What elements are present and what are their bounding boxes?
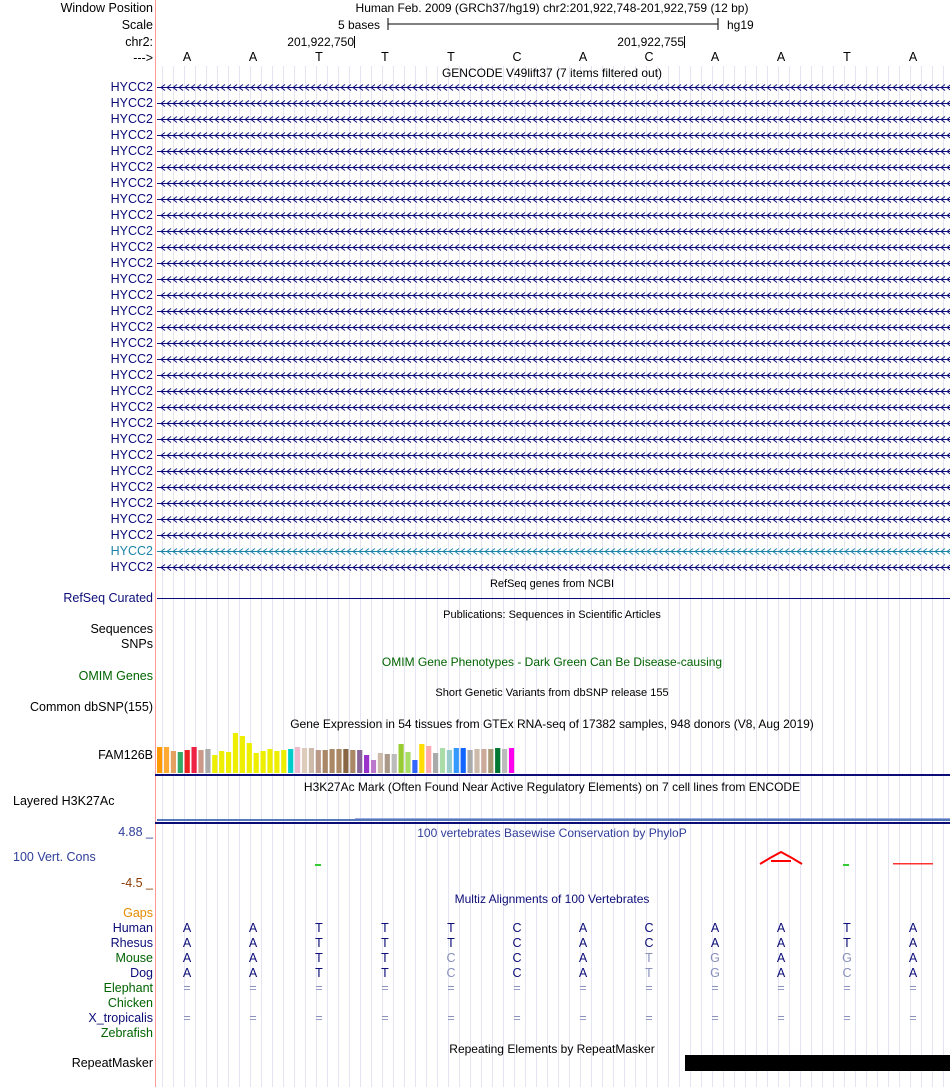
gtex-tissue-bar[interactable] xyxy=(254,753,259,773)
h3k27ac-signal[interactable] xyxy=(157,818,950,821)
aligned-base: C xyxy=(644,921,654,935)
aligned-base: = xyxy=(183,1011,191,1025)
aligned-base: G xyxy=(842,951,852,965)
gencode-transcript-line[interactable] xyxy=(157,325,950,331)
gtex-tissue-bar[interactable] xyxy=(357,750,362,773)
aligned-base: = xyxy=(315,981,323,995)
gtex-tissue-bar[interactable] xyxy=(474,749,479,773)
cons-min-label: -4.5 _ xyxy=(121,876,153,890)
gtex-tissue-bar[interactable] xyxy=(192,747,197,773)
gencode-gene-label[interactable]: HYCC2 xyxy=(110,416,153,430)
gencode-gene-label[interactable]: HYCC2 xyxy=(110,320,153,334)
gencode-transcript-line[interactable] xyxy=(157,197,950,203)
aligned-base: A xyxy=(908,921,918,935)
gtex-tissue-bar[interactable] xyxy=(343,749,348,773)
gencode-transcript-line[interactable] xyxy=(157,373,950,379)
gtex-tissue-bar[interactable] xyxy=(405,752,410,773)
gtex-tissue-bar[interactable] xyxy=(495,748,500,773)
aligned-base: = xyxy=(777,1011,785,1025)
aligned-base: A xyxy=(248,966,258,980)
base-letter: A xyxy=(710,50,720,64)
aligned-base: = xyxy=(183,981,191,995)
aligned-base: = xyxy=(579,981,587,995)
gencode-gene-label[interactable]: HYCC2 xyxy=(110,288,153,302)
gencode-gene-label[interactable]: HYCC2 xyxy=(110,480,153,494)
aligned-base: C xyxy=(842,966,852,980)
gencode-gene-label[interactable]: HYCC2 xyxy=(110,400,153,414)
aligned-base: A xyxy=(182,951,192,965)
aligned-base: G xyxy=(710,951,720,965)
species-label[interactable]: Human xyxy=(112,921,153,935)
gtex-tissue-bar[interactable] xyxy=(171,751,176,773)
gtex-tissue-bar[interactable] xyxy=(261,751,266,773)
aligned-base: T xyxy=(381,936,389,950)
aligned-base: A xyxy=(776,936,786,950)
omim-label[interactable]: OMIM Genes xyxy=(78,669,153,683)
gencode-transcript-line[interactable] xyxy=(157,389,950,395)
gtex-tissue-bar[interactable] xyxy=(502,749,507,773)
gencode-transcript-line[interactable] xyxy=(157,229,950,235)
aligned-base: T xyxy=(315,921,323,935)
gencode-transcript-line[interactable] xyxy=(157,533,950,539)
gtex-tissue-bar[interactable] xyxy=(336,749,341,773)
window-position-text: Human Feb. 2009 (GRCh37/hg19) chr2:201,922,748-201,922,759 (12 bp) xyxy=(355,1,749,15)
aligned-base: A xyxy=(248,936,258,950)
gtex-tissue-bar[interactable] xyxy=(309,748,314,773)
gencode-transcript-line[interactable] xyxy=(157,437,950,443)
gencode-transcript-line[interactable] xyxy=(157,213,950,219)
gtex-tissue-bar[interactable] xyxy=(440,748,445,773)
aligned-base: T xyxy=(843,921,851,935)
gtex-tissue-bar[interactable] xyxy=(323,750,328,773)
gtex-bar-chart[interactable] xyxy=(157,733,514,773)
assembly-text: hg19 xyxy=(727,18,754,32)
aligned-base: T xyxy=(645,951,653,965)
gtex-tissue-bar[interactable] xyxy=(212,755,217,773)
gtex-tissue-bar[interactable] xyxy=(164,747,169,773)
aligned-base: C xyxy=(512,936,522,950)
gtex-tissue-bar[interactable] xyxy=(412,760,417,773)
aligned-base: A xyxy=(578,936,588,950)
window-position-label: Window Position xyxy=(60,1,153,15)
gencode-gene-label[interactable]: HYCC2 xyxy=(110,112,153,126)
aligned-base: A xyxy=(776,966,786,980)
aligned-base: = xyxy=(579,1011,587,1025)
gtex-tissue-bar[interactable] xyxy=(198,750,203,773)
aligned-base: = xyxy=(843,1011,851,1025)
aligned-base: T xyxy=(447,936,455,950)
aligned-base: T xyxy=(381,921,389,935)
gencode-transcript-line[interactable] xyxy=(157,117,950,123)
gtex-tissue-bar[interactable] xyxy=(392,754,397,773)
gencode-gene-label[interactable]: HYCC2 xyxy=(110,560,153,574)
gaps-label[interactable]: Gaps xyxy=(123,906,153,920)
aligned-base: = xyxy=(447,981,455,995)
aligned-base: C xyxy=(644,936,654,950)
gtex-tissue-bar[interactable] xyxy=(330,749,335,773)
aligned-base: C xyxy=(512,921,522,935)
base-letter: A xyxy=(182,50,192,64)
aligned-base: = xyxy=(249,981,257,995)
gencode-transcript-line[interactable] xyxy=(157,341,950,347)
gtex-title[interactable]: Gene Expression in 54 tissues from GTEx RNA-seq of 17382 samples, 948 donors (V8, Aug 2019) xyxy=(290,717,814,731)
gencode-transcript-line[interactable] xyxy=(157,293,950,299)
aligned-base: A xyxy=(908,966,918,980)
cons-title[interactable]: 100 vertebrates Basewise Conservation by PhyloP xyxy=(417,826,687,840)
gtex-tissue-bar[interactable] xyxy=(288,749,293,773)
aligned-base: = xyxy=(711,1011,719,1025)
gencode-gene-label[interactable]: HYCC2 xyxy=(110,544,153,558)
gencode-transcript-line[interactable] xyxy=(157,453,950,459)
repeatmasker-title[interactable]: Repeating Elements by RepeatMasker xyxy=(449,1042,655,1056)
species-label[interactable]: Chicken xyxy=(107,996,153,1010)
base-letter: A xyxy=(776,50,786,64)
gtex-tissue-bar[interactable] xyxy=(233,733,238,773)
gencode-transcript-line[interactable] xyxy=(157,85,950,91)
aligned-base: A xyxy=(776,951,786,965)
base-letter: C xyxy=(512,50,522,64)
base-letter: T xyxy=(381,50,389,64)
gtex-tissue-bar[interactable] xyxy=(157,747,162,773)
gencode-transcript-line[interactable] xyxy=(157,149,950,155)
aligned-base: A xyxy=(578,951,588,965)
base-letter: A xyxy=(248,50,258,64)
gencode-gene-label[interactable]: HYCC2 xyxy=(110,384,153,398)
strand-label: ---> xyxy=(133,51,153,65)
gencode-gene-label[interactable]: HYCC2 xyxy=(110,256,153,270)
base-letter: T xyxy=(843,50,851,64)
position-2: 201,922,755 xyxy=(617,35,684,49)
gencode-transcript-line[interactable] xyxy=(157,485,950,491)
gtex-tissue-bar[interactable] xyxy=(350,750,355,773)
gencode-transcript-line[interactable] xyxy=(157,517,950,523)
aligned-base: = xyxy=(315,1011,323,1025)
gencode-gene-label[interactable]: HYCC2 xyxy=(110,432,153,446)
gtex-tissue-bar[interactable] xyxy=(481,749,486,773)
gencode-transcript-line[interactable] xyxy=(157,357,950,363)
refseq-title[interactable]: RefSeq genes from NCBI xyxy=(489,578,615,590)
species-label[interactable]: Dog xyxy=(130,966,153,980)
aligned-base: A xyxy=(248,921,258,935)
aligned-base: A xyxy=(182,966,192,980)
gtex-tissue-bar[interactable] xyxy=(378,753,383,773)
gencode-transcript-line[interactable] xyxy=(157,565,950,571)
aligned-base: A xyxy=(710,921,720,935)
cons-max-label: 4.88 _ xyxy=(118,825,153,839)
gencode-gene-label[interactable]: HYCC2 xyxy=(110,240,153,254)
aligned-base: A xyxy=(248,951,258,965)
aligned-base: = xyxy=(909,1011,917,1025)
species-label[interactable]: Elephant xyxy=(103,981,153,995)
gtex-tissue-bar[interactable] xyxy=(219,751,224,773)
refseq-label[interactable]: RefSeq Curated xyxy=(63,591,153,605)
gencode-gene-label[interactable]: HYCC2 xyxy=(110,448,153,462)
gtex-tissue-bar[interactable] xyxy=(447,750,452,773)
base-letter: A xyxy=(578,50,588,64)
gencode-transcript-line[interactable] xyxy=(157,181,950,187)
scale-text: 5 bases xyxy=(338,18,381,32)
aligned-base: = xyxy=(381,981,389,995)
aligned-base: A xyxy=(776,921,786,935)
gtex-label[interactable]: FAM126B xyxy=(98,748,153,762)
scale-label: Scale xyxy=(121,18,153,32)
gencode-gene-label[interactable]: HYCC2 xyxy=(110,144,153,158)
aligned-base: A xyxy=(908,951,918,965)
repeatmasker-label[interactable]: RepeatMasker xyxy=(71,1056,153,1070)
gtex-tissue-bar[interactable] xyxy=(385,754,390,773)
gtex-tissue-bar[interactable] xyxy=(267,749,272,773)
gencode-gene-label[interactable]: HYCC2 xyxy=(110,352,153,366)
gencode-gene-label[interactable]: HYCC2 xyxy=(110,368,153,382)
species-label[interactable]: X_tropicalis xyxy=(88,1011,153,1025)
base-letter: T xyxy=(315,50,323,64)
aligned-base: T xyxy=(315,966,323,980)
gtex-tissue-bar[interactable] xyxy=(419,744,424,773)
aligned-base: = xyxy=(447,1011,455,1025)
dbsnp-label[interactable]: Common dbSNP(155) xyxy=(30,700,153,714)
aligned-base: = xyxy=(381,1011,389,1025)
gencode-transcript-line[interactable] xyxy=(157,405,950,411)
publications-title[interactable]: Publications: Sequences in Scientific Articles xyxy=(443,609,661,621)
aligned-base: = xyxy=(645,1011,653,1025)
aligned-base: = xyxy=(513,1011,521,1025)
gencode-transcripts[interactable] xyxy=(157,85,950,571)
aligned-base: T xyxy=(315,951,323,965)
aligned-base: T xyxy=(645,966,653,980)
aligned-base: T xyxy=(447,921,455,935)
gencode-gene-label[interactable]: HYCC2 xyxy=(110,160,153,174)
gencode-gene-label[interactable]: HYCC2 xyxy=(110,192,153,206)
gtex-tissue-bar[interactable] xyxy=(364,755,369,773)
aligned-base: C xyxy=(512,951,522,965)
gtex-tissue-bar[interactable] xyxy=(461,748,466,773)
gtex-tissue-bar[interactable] xyxy=(488,749,493,773)
gtex-tissue-bar[interactable] xyxy=(426,746,431,773)
gencode-gene-label[interactable]: HYCC2 xyxy=(110,512,153,526)
dbsnp-title[interactable]: Short Genetic Variants from dbSNP release 155 xyxy=(435,687,669,699)
gencode-gene-label[interactable]: HYCC2 xyxy=(110,464,153,478)
gencode-transcript-line[interactable] xyxy=(157,549,950,555)
gencode-transcript-line[interactable] xyxy=(157,421,950,427)
aligned-base: A xyxy=(710,936,720,950)
gencode-gene-label[interactable]: HYCC2 xyxy=(110,336,153,350)
aligned-base: C xyxy=(446,966,456,980)
gencode-gene-label[interactable]: HYCC2 xyxy=(110,224,153,238)
gtex-tissue-bar[interactable] xyxy=(178,752,183,773)
gencode-transcript-line[interactable] xyxy=(157,245,950,251)
gencode-transcript-line[interactable] xyxy=(157,309,950,315)
gencode-transcript-line[interactable] xyxy=(157,261,950,267)
gencode-gene-label[interactable]: HYCC2 xyxy=(110,496,153,510)
aligned-base: = xyxy=(843,981,851,995)
aligned-base: C xyxy=(446,951,456,965)
gtex-tissue-bar[interactable] xyxy=(281,750,286,773)
aligned-base: A xyxy=(182,921,192,935)
gtex-tissue-bar[interactable] xyxy=(316,750,321,773)
gtex-tissue-bar[interactable] xyxy=(226,752,231,773)
gencode-transcript-line[interactable] xyxy=(157,101,950,107)
position-1: 201,922,750 xyxy=(287,35,354,49)
aligned-base: = xyxy=(513,981,521,995)
aligned-base: = xyxy=(645,981,653,995)
gencode-gene-label[interactable]: HYCC2 xyxy=(110,80,153,94)
gencode-gene-label[interactable]: HYCC2 xyxy=(110,208,153,222)
base-letter: A xyxy=(908,50,918,64)
repeatmasker-element[interactable] xyxy=(685,1055,950,1071)
snps-label[interactable]: SNPs xyxy=(121,637,153,651)
sequences-label[interactable]: Sequences xyxy=(90,622,153,636)
gencode-transcript-line[interactable] xyxy=(157,133,950,139)
species-label[interactable]: Rhesus xyxy=(110,936,153,950)
chrom-label: chr2: xyxy=(125,35,153,49)
gtex-tissue-bar[interactable] xyxy=(468,750,473,773)
gencode-gene-label[interactable]: HYCC2 xyxy=(110,96,153,110)
gencode-transcript-line[interactable] xyxy=(157,469,950,475)
aligned-base: A xyxy=(908,936,918,950)
gtex-tissue-bar[interactable] xyxy=(185,750,190,773)
gtex-tissue-bar[interactable] xyxy=(509,748,514,773)
gencode-gene-label[interactable]: HYCC2 xyxy=(110,528,153,542)
aligned-base: A xyxy=(182,936,192,950)
gtex-tissue-bar[interactable] xyxy=(240,736,245,773)
multiz-title[interactable]: Multiz Alignments of 100 Vertebrates xyxy=(454,892,650,906)
omim-title[interactable]: OMIM Gene Phenotypes - Dark Green Can Be Disease-causing xyxy=(381,655,723,669)
gencode-gene-label[interactable]: HYCC2 xyxy=(110,272,153,286)
gencode-gene-label[interactable]: HYCC2 xyxy=(110,128,153,142)
aligned-base: C xyxy=(512,966,522,980)
aligned-base: = xyxy=(909,981,917,995)
aligned-base: T xyxy=(381,966,389,980)
aligned-base: A xyxy=(578,921,588,935)
h3k27ac-title[interactable]: H3K27Ac Mark (Often Found Near Active Regulatory Elements) on 7 cell lines from ENCODE xyxy=(303,780,801,794)
cons-label[interactable]: 100 Vert. Cons xyxy=(13,850,96,864)
gtex-tissue-bar[interactable] xyxy=(371,760,376,773)
aligned-base: G xyxy=(710,966,720,980)
aligned-base: T xyxy=(381,951,389,965)
species-label[interactable]: Mouse xyxy=(115,951,153,965)
gtex-tissue-bar[interactable] xyxy=(295,747,300,773)
aligned-base: = xyxy=(249,1011,257,1025)
gtex-tissue-bar[interactable] xyxy=(247,743,252,773)
gencode-gene-label[interactable]: HYCC2 xyxy=(110,176,153,190)
gtex-tissue-bar[interactable] xyxy=(399,744,404,773)
aligned-base: A xyxy=(578,966,588,980)
gtex-tissue-bar[interactable] xyxy=(454,748,459,773)
gencode-title[interactable]: GENCODE V49lift37 (7 items filtered out) xyxy=(441,66,663,80)
aligned-base: = xyxy=(711,981,719,995)
gencode-gene-label[interactable]: HYCC2 xyxy=(110,304,153,318)
gencode-transcript-line[interactable] xyxy=(157,501,950,507)
aligned-base: = xyxy=(777,981,785,995)
species-label[interactable]: Zebrafish xyxy=(100,1026,153,1040)
base-letter: C xyxy=(644,50,654,64)
aligned-base: T xyxy=(843,936,851,950)
gencode-transcript-line[interactable] xyxy=(157,165,950,171)
gtex-tissue-bar[interactable] xyxy=(302,748,307,773)
h3k27ac-label[interactable]: Layered H3K27Ac xyxy=(13,794,115,808)
base-letter: T xyxy=(447,50,455,64)
gtex-tissue-bar[interactable] xyxy=(274,751,279,773)
gtex-tissue-bar[interactable] xyxy=(205,749,210,773)
gtex-tissue-bar[interactable] xyxy=(433,753,438,773)
aligned-base: T xyxy=(315,936,323,950)
gencode-transcript-line[interactable] xyxy=(157,277,950,283)
